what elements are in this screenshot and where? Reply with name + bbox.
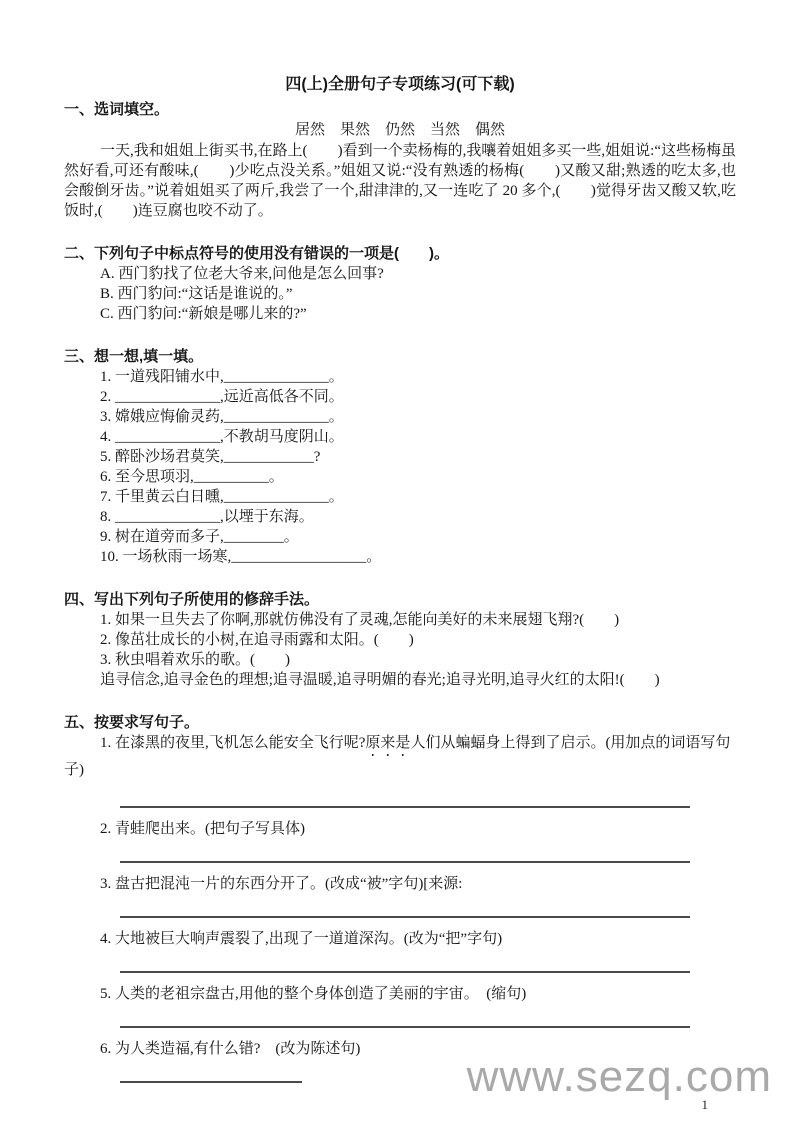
fill-item-5: 5. 醉卧沙场君莫笑,____________? [100,449,321,465]
option-c: C. 西门豹问:“新娘是哪儿来的?” [100,306,307,322]
write-item-1-post: 人们从蝙蝠身上得到了启示。(用加点的词语写句子) [64,735,731,778]
page-title: 四(上)全册句子专项练习(可下载) [285,76,515,93]
write-item-6: 6. 为人类造福,有什么错? (改为陈述句) [100,1041,361,1057]
section-sentence-writing [64,712,736,1083]
option-a: A. 西门豹找了位老大爷来,问他是怎么回事? [100,266,384,282]
write-item-3: 3. 盘古把混沌一片的东西分开了。(改成“被”字句)[来源: [100,876,463,892]
word-bank: 居然 果然 仍然 当然 偶然 [294,122,505,138]
write-item-5: 5. 人类的老祖宗盘古,用他的整个身体创造了美丽的宇宙。 (缩句) [100,986,527,1002]
section-5-heading: 五、按要求写句子。 [64,714,200,731]
fill-item-3: 3. 嫦娥应悔偷灵药,______________。 [100,409,344,425]
answer-line-6 [120,1081,302,1083]
write-item-2: 2. 青蛙爬出来。(把句子写具体) [100,821,305,837]
section-rhetoric [64,589,736,690]
page-number: 1 [701,1097,708,1112]
section-1-heading: 一、选词填空。 [64,101,170,118]
option-b: B. 西门豹问:“这话是谁说的。” [100,286,293,302]
write-item-4: 4. 大地被巨大响声震裂了,出现了一道道深沟。(改为“把”字句) [100,931,503,947]
section-3-heading: 三、想一想,填一填。 [64,348,204,365]
fill-item-9: 9. 树在道旁而多子,________。 [100,529,299,545]
answer-line-2 [120,861,690,863]
fill-item-4: 4. ______________,不教胡马度阴山。 [100,429,344,445]
write-item-1 [64,733,736,780]
fill-item-7: 7. 千里黄云白日曛,______________。 [100,489,344,505]
answer-line-3 [120,916,690,918]
answer-line-4 [120,971,690,973]
rhetoric-paragraph: 追寻信念,追寻金色的理想;追寻温暖,追寻明媚的春光;追寻光明,追寻火红的太阳!( ) [100,672,660,688]
fill-item-8: 8. ______________,以堙于东海。 [100,509,314,525]
answer-line-5 [120,1026,690,1028]
section-fill-in-blanks [64,346,736,567]
answer-line-1 [120,806,690,808]
section-4-heading: 四、写出下列句子所使用的修辞手法。 [64,591,320,608]
write-item-1-pre: 1. 在漆黑的夜里,飞机怎么能安全飞行呢? [100,735,366,751]
section-2-heading: 二、下列句子中标点符号的使用没有错误的一项是( )。 [64,245,449,262]
rhetoric-item-2: 2. 像茁壮成长的小树,在追寻雨露和太阳。( ) [100,632,414,648]
write-item-1-emphasized-words: 原来是 [365,735,411,751]
rhetoric-item-1: 1. 如果一旦失去了你啊,那就仿佛没有了灵魂,怎能向美好的未来展翅飞翔?( ) [100,612,620,628]
section-1-paragraph: 一天,我和姐姐上街买书,在路上( )看到一个卖杨梅的,我嚷着姐姐多买一些,姐姐说:“这些杨梅虽然好看,可还有酸味,( )少吃点没关系。”姐姐又说:“没有熟透的杨梅( )又酸又甜;熟透的吃太多,也会酸倒牙齿。”说着姐姐买了两斤,我尝了一个,甜津津的,又一连吃了 20 多个,( )觉得牙齿又酸又软,吃饭时,( )连豆腐也咬不动了。 [64,143,736,219]
fill-item-1: 1. 一道残阳铺水中,______________。 [100,369,344,385]
fill-item-10: 10. 一场秋雨一场寒,__________________。 [100,549,382,565]
fill-item-6: 6. 至今思项羽,__________。 [100,469,284,485]
section-word-choice [64,99,736,221]
fill-item-2: 2. ______________,远近高低各不同。 [100,389,344,405]
section-punctuation [64,243,736,324]
watermark: www.sezq.com [466,1052,772,1101]
rhetoric-item-3: 3. 秋虫唱着欢乐的歌。( ) [100,652,290,668]
